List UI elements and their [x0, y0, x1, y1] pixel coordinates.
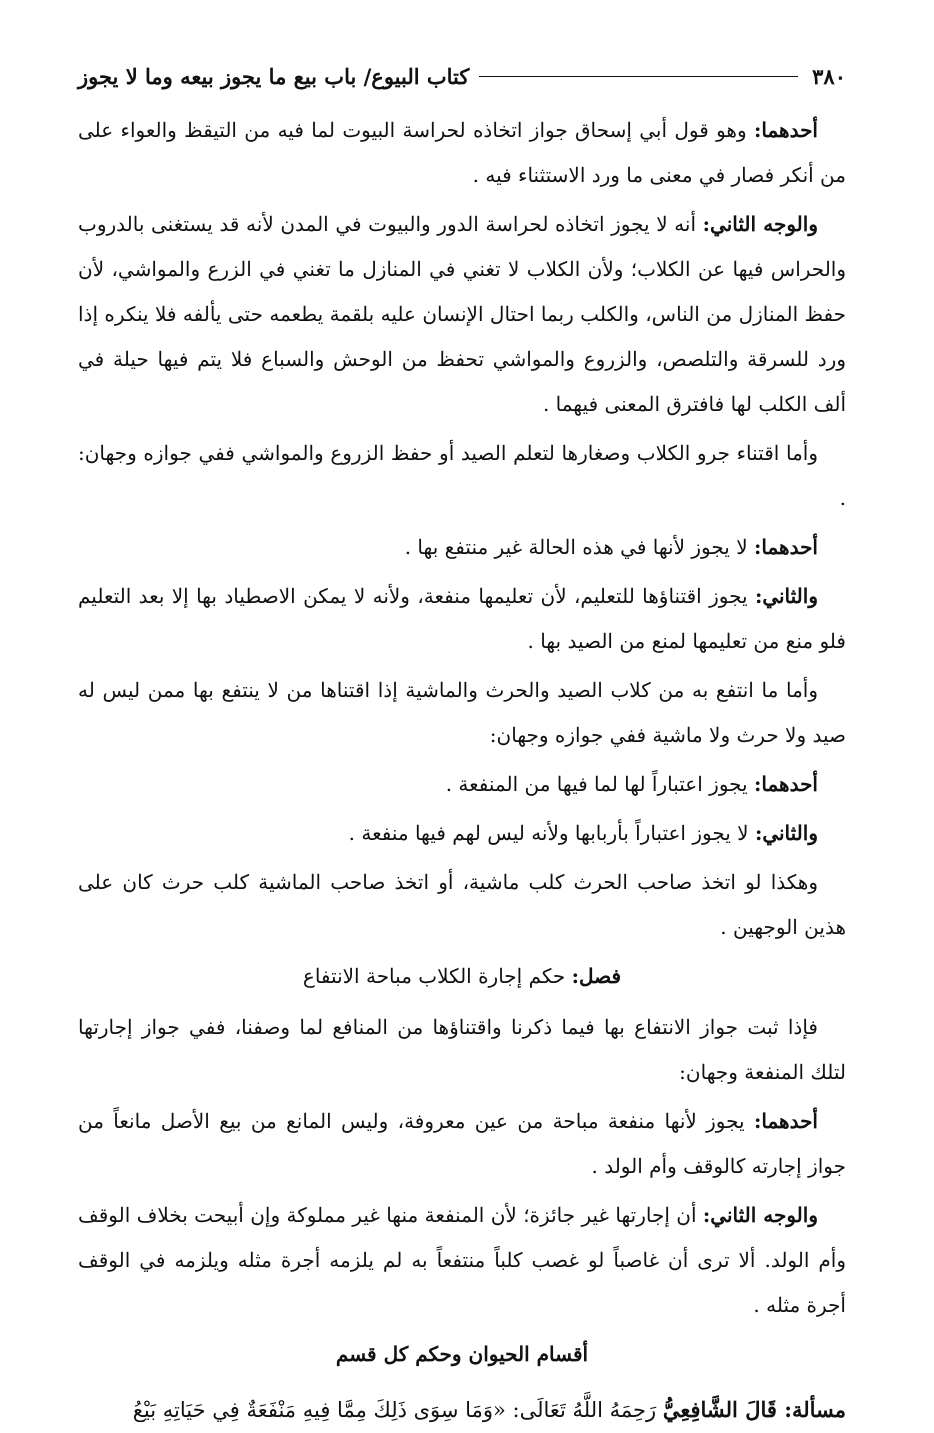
paragraph: [78, 431, 846, 521]
paragraph-lead-term: أحدهما:: [753, 535, 818, 559]
paragraph: [78, 1193, 846, 1328]
paragraph-text: يجوز اقتناؤها للتعليم، لأن تعليمها منفعة، ولأنه لا يمكن الاصطياد بها إلا بعد التعليم فلو منع من تعليمها لمنع من الصيد بها .: [78, 584, 846, 653]
page-body: [78, 108, 846, 1433]
masala-text: رَحِمَهُ اللَّهُ تَعَالَى: «وَمَا سِوَى ذَلِكَ مِمَّا فِيهِ مَنْفَعَةٌ فِي حَيَاتِهِ بَيْعُ: [132, 1398, 663, 1422]
paragraph-text: يجوز اعتباراً لها لما فيها من المنفعة .: [445, 772, 754, 796]
section-heading-title: حكم إجارة الكلاب مباحة الانتفاع: [302, 964, 572, 988]
paragraph-text: أنه لا يجوز اتخاذه لحراسة الدور والبيوت في المدن لأنه قد يستغنى بالدروب والحراس فيها عن الكلاب؛ ولأن الكلاب لا تغني في المنازل ما تغني في الزرع والمواشي، لأن حفظ المنازل من الناس، والكلب ربما احتال الإنسان عليه بلقمة يطعمه حتى يألفه فلا ينكره إذا ورد للسرقة والتلصص، والزروع والمواشي تحفظ من الوحش والسباع فلا يتم فيها حيلة في ألف الكلب لها فافترق المعنى فيهما .: [78, 212, 846, 416]
paragraph: [78, 668, 846, 758]
paragraph: [78, 108, 846, 198]
paragraph-text: وأما اقتناء جرو الكلاب وصغارها لتعلم الصيد أو حفظ الزروع والمواشي ففي جوازه وجهان: .: [78, 441, 846, 510]
masala-scholar-name: قَالَ الشَّافِعِيُّ: [662, 1397, 785, 1422]
paragraph-text: لا يجوز لأنها في هذه الحالة غير منتفع بها .: [404, 535, 754, 559]
paragraph-lead-term: والثاني:: [754, 584, 818, 608]
paragraph-lead-term: أحدهما:: [753, 118, 818, 142]
paragraph: [78, 762, 846, 807]
paragraph: [78, 525, 846, 570]
paragraph-lead-term: أحدهما:: [753, 772, 818, 796]
paragraph-text: أن إجارتها غير جائزة؛ لأن المنفعة منها غير مملوكة وإن أبيحت بخلاف الوقف وأم الولد. ألا ترى أن غاصباً لو غصب كلباً منتفعاً به لم يلزمه أجرة مثله ويلزمه في الوقف أجرة مثله .: [78, 1203, 846, 1317]
paragraph-lead-term: والثاني:: [754, 821, 818, 845]
paragraph-lead-term: أحدهما:: [753, 1109, 818, 1133]
paragraph: [78, 202, 846, 427]
paragraph-text: وأما ما انتفع به من كلاب الصيد والحرث والماشية إذا اقتناها من لا ينتفع بها ممن ليس له صيد ولا حرث ولا ماشية ففي جوازه وجهان:: [78, 678, 846, 747]
paragraph: [78, 860, 846, 950]
page-number: ٣٨٠: [812, 63, 846, 89]
paragraph: [78, 1005, 846, 1095]
masala-term: مسألة:: [784, 1397, 846, 1422]
book-page: [78, 56, 846, 1422]
subheading: أقسام الحيوان وحكم كل قسم: [335, 1342, 589, 1366]
paragraph-lead-term: والوجه الثاني:: [702, 212, 818, 236]
paragraph: [78, 811, 846, 856]
section-heading-term: فصل:: [571, 964, 622, 988]
header-rule: [479, 76, 798, 77]
running-title: كتاب البيوع/ باب بيع ما يجوز بيعه وما لا يجوز: [78, 63, 470, 89]
paragraph: [78, 574, 846, 664]
paragraph-lead-term: والوجه الثاني:: [702, 1203, 818, 1227]
paragraph-text: وهكذا لو اتخذ صاحب الحرث كلب ماشية، أو اتخذ صاحب الماشية كلب حرث كان على هذين الوجهين .: [78, 870, 846, 939]
paragraph-text: فإذا ثبت جواز الانتفاع بها فيما ذكرنا واقتناؤها من المنافع لما وصفنا، ففي جواز إجارتها لتلك المنفعة وجهان:: [78, 1015, 846, 1084]
paragraph-text: وهو قول أبي إسحاق جواز اتخاذه لحراسة البيوت لما فيه من التيقظ والعواء على من أنكر فصار في معنى ما ورد الاستثناء فيه .: [78, 118, 846, 187]
paragraph-text: يجوز لأنها منفعة مباحة من عين معروفة، وليس المانع من بيع الأصل مانعاً من جواز إجارته كالوقف وأم الولد .: [78, 1109, 846, 1178]
section-heading: [78, 954, 846, 999]
masala-paragraph: [78, 1387, 846, 1433]
page-header: [78, 56, 846, 96]
paragraph-text: لا يجوز اعتباراً بأربابها ولأنه ليس لهم فيها منفعة .: [348, 821, 755, 845]
paragraph: [78, 1099, 846, 1189]
